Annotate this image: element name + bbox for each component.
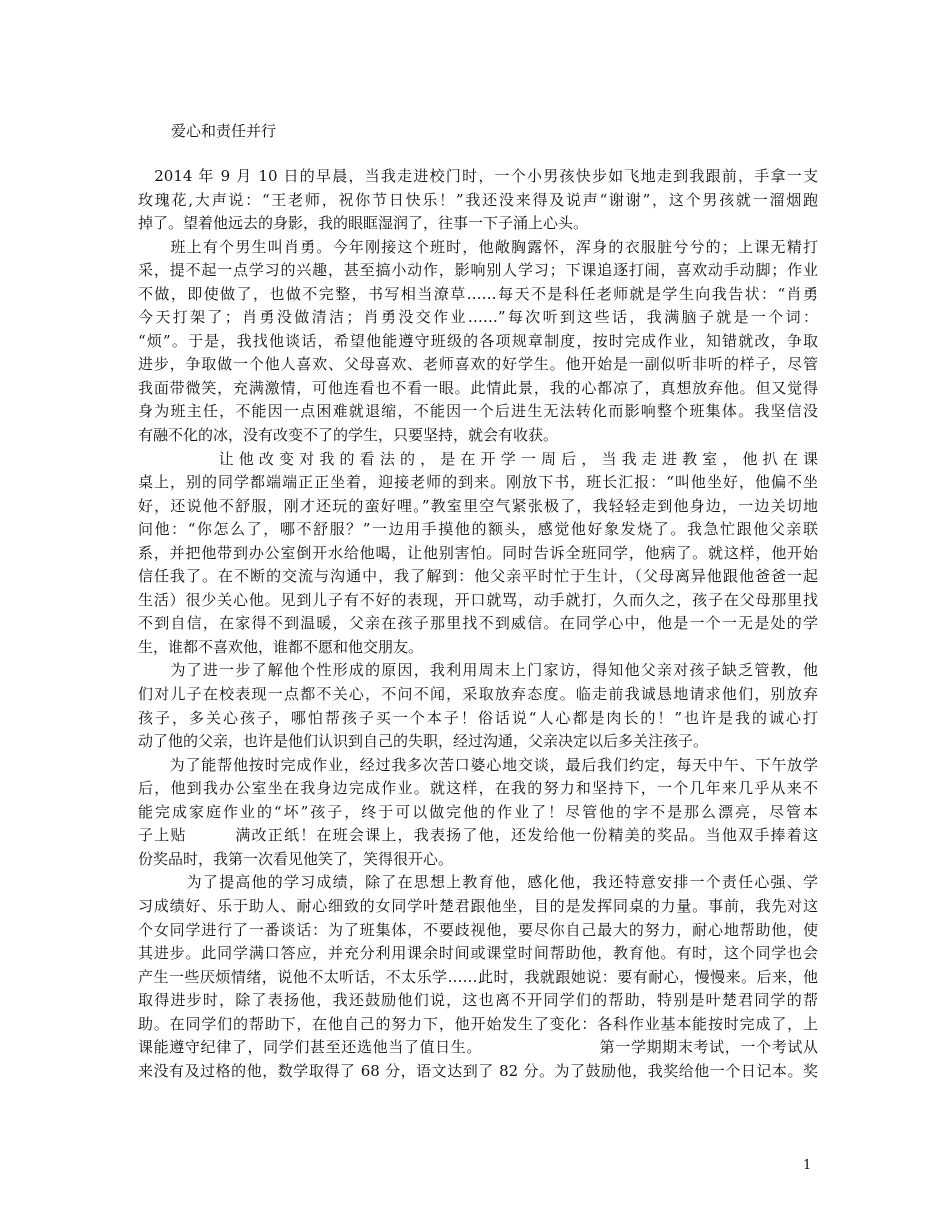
text-line: 课能遵守纪律了，同学们甚至还选他当了值日生。 第一学期期末考试，一个考试从 <box>138 1038 818 1057</box>
document-body <box>138 165 818 1083</box>
text-line: 玫瑰花,大声说：“王老师，祝你节日快乐！”我还没来得及说声“谢谢”，这个男孩就一溜烟跑 <box>138 190 818 209</box>
text-line: 后，他到我办公室坐在我身边完成作业。就这样，在我的努力和坚持下，一个几年来几乎从来不 <box>138 779 818 798</box>
text-line: 掉了。望着他远去的身影，我的眼眶湿润了，往事一下子涌上心头。 <box>138 214 589 233</box>
text-line: “烦”。于是，我找他谈话，希望他能遵守班级的各项规章制度，按时完成作业，知错就改，争取 <box>138 331 818 350</box>
text-line: 为了能帮他按时完成作业，经过我多次苦口婆心地交谈，最后我们约定，每天中午、下午放学 <box>138 755 818 774</box>
text-line: 取得进步时，除了表扬他，我还鼓励他们说，这也离不开同学们的帮助，特别是叶楚君同学的帮 <box>138 991 818 1010</box>
text-line: 生活）很少关心他。见到儿子有不好的表现，开口就骂，动手就打，久而久之，孩子在父母那里找 <box>138 590 818 609</box>
text-line: 身为班主任，不能因一点困难就退缩，不能因一个后进生无法转化而影响整个班集体。我坚信没 <box>138 402 818 421</box>
text-line: 今天打架了；肖勇没做清洁；肖勇没交作业……”每次听到这些话，我满脑子就是一个词： <box>138 308 818 327</box>
text-line: 子上贴 满改正纸！在班会课上，我表扬了他，还发给他一份精美的奖品。当他双手捧着这 <box>138 826 818 845</box>
page-number: 1 <box>803 1158 812 1173</box>
text-line: 信任我了。在不断的交流与沟通中，我了解到：他父亲平时忙于生计，（父母离异他跟他爸爸一起 <box>138 567 818 586</box>
text-line: 其进步。此同学满口答应，并充分利用课余时间或课堂时间帮助他，教育他。有时，这个同学也会 <box>138 944 818 963</box>
text-line: 们对儿子在校表现一点都不关心，不问不闻，采取放弃态度。临走前我诚恳地请求他们，别放弃 <box>138 685 818 704</box>
text-line: 采，提不起一点学习的兴趣，甚至搞小动作，影响别人学习；下课追逐打闹，喜欢动手动脚；作业 <box>138 261 818 280</box>
text-line: 好，还说他不舒服，刚才还玩的蛮好哩。”教室里空气紧张极了，我轻轻走到他身边，一边关切地 <box>138 496 818 515</box>
text-line: 让他改变对我的看法的，是在开学一周后，当我走进教室，他扒在课 <box>138 449 818 468</box>
text-line: 进步，争取做一个他人喜欢、父母喜欢、老师喜欢的好学生。他开始是一副似听非听的样子，尽管 <box>138 355 818 374</box>
text-line: 有融不化的冰，没有改变不了的学生，只要坚持，就会有收获。 <box>138 426 559 445</box>
text-line: 生，谁都不喜欢他，谁都不愿和他交朋友。 <box>138 637 424 656</box>
text-line: 2014 年 9 月 10 日的早晨，当我走进校门时，一个小男孩快步如飞地走到我跟前，手拿一支 <box>138 167 818 185</box>
text-line: 动了他的父亲，也许是他们认识到自己的失职，经过沟通，父亲决定以后多关注孩子。 <box>138 732 709 751</box>
text-line: 为了进一步了解他个性形成的原因，我利用周末上门家访，得知他父亲对孩子缺乏管教，他 <box>138 661 818 680</box>
text-line: 产生一些厌烦情绪，说他不太听话，不太乐学……此时，我就跟她说：要有耐心，慢慢来。后来，他 <box>138 967 818 986</box>
text-line: 为了提高他的学习成绩，除了在思想上教育他，感化他，我还特意安排一个责任心强、学 <box>138 873 818 892</box>
text-line: 能完成家庭作业的“坏”孩子，终于可以做完他的作业了！尽管他的字不是那么漂亮，尽管本 <box>138 802 818 821</box>
text-line: 习成绩好、乐于助人、耐心细致的女同学叶楚君跟他坐，目的是发挥同桌的力量。事前，我先对这 <box>138 896 818 915</box>
text-line: 来没有及过格的他，数学取得了 68 分，语文达到了 82 分。为了鼓励他，我奖给他一个日记本。奖 <box>138 1061 818 1080</box>
text-line: 孩子，多关心孩子，哪怕帮孩子买一个本子！俗话说“人心都是肉长的！”也许是我的诚心打 <box>138 708 818 727</box>
text-line: 份奖品时，我第一次看见他笑了，笑得很开心。 <box>138 849 454 868</box>
text-line: 系，并把他带到办公室倒开水给他喝，让他别害怕。同时告诉全班同学，他病了。就这样，他开始 <box>138 543 818 562</box>
text-line: 个女同学进行了一番谈话：为了班集体，不要歧视他，要尽你自己最大的努力，耐心地帮助他，使 <box>138 920 818 939</box>
text-line: 不做，即使做了，也做不完整，书写相当潦草……每天不是科任老师就是学生向我告状：“肖勇 <box>138 284 818 303</box>
text-line: 班上有个男生叫肖勇。今年刚接这个班时，他敞胸露怀，浑身的衣服脏兮兮的；上课无精打 <box>138 237 818 256</box>
text-line: 我面带微笑，充满激情，可他连看也不看一眼。此情此景，我的心都凉了，真想放弃他。但又觉得 <box>138 378 818 397</box>
text-line: 不到自信，在家得不到温暖，父亲在孩子那里找不到威信。在同学心中，他是一个一无是处的学 <box>138 614 818 633</box>
text-line: 问他：“你怎么了，哪不舒服？”一边用手摸他的额头，感觉他好象发烧了。我急忙跟他父亲联 <box>138 520 818 539</box>
text-line: 桌上，别的同学都端端正正坐着，迎接老师的到来。刚放下书，班长汇报：“叫他坐好，他偏不坐 <box>138 473 818 492</box>
text-line: 助。在同学们的帮助下，在他自己的努力下，他开始发生了变化：各科作业基本能按时完成了，上 <box>138 1014 818 1033</box>
document-title: 爱心和责任并行 <box>171 122 277 140</box>
